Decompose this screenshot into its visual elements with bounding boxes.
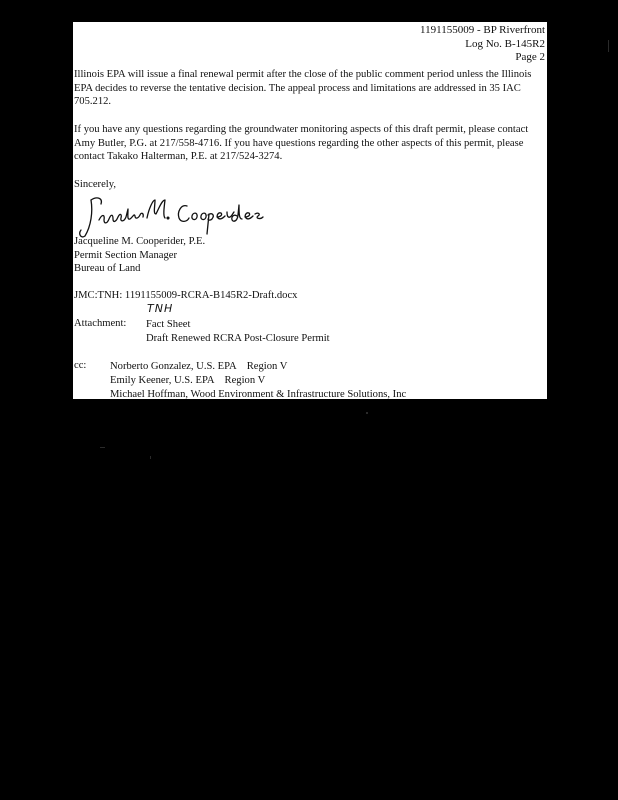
signer-bureau: Bureau of Land: [74, 263, 141, 274]
signer-title: Permit Section Manager: [74, 249, 177, 261]
handwritten-initials: TNH: [147, 302, 174, 315]
closing-salutation: Sincerely,: [74, 179, 116, 190]
paragraph-contacts: If you have any questions regarding the groundwater monitoring aspects of this draft permit, please contact Amy Butler, P.G. at 217/558-4716. If you have questions regarding the other aspects of this permit, please contact Takako Halterman, P.E. at 217/524-3274.: [74, 124, 529, 162]
cc-recipient-name: Michael Hoffman, Wood Environment & Infrastructure Solutions, Inc: [110, 388, 407, 399]
cc-recipient: [110, 388, 406, 399]
paragraph-permit-issuance: Illinois EPA will issue a final renewal permit after the close of the public comment period unless the Illinois EPA decides to reverse the tentative decision. The appeal process and limitations are addressed in 35 IAC 705.212.: [74, 69, 532, 107]
scan-artifact: [100, 447, 105, 448]
attachment-label: Attachment:: [74, 318, 127, 329]
attachment-list: [146, 318, 330, 345]
header-facility: 1191155009 - BP Riverfront: [420, 24, 545, 36]
cc-recipient-region: Region V: [246, 361, 288, 372]
handwritten-signature: [77, 192, 297, 240]
header-log-number: Log No. B-145R2: [465, 37, 545, 50]
scan-artifact: [150, 456, 151, 459]
cc-recipient-name: Norberto Gonzalez, U.S. EPA: [110, 361, 237, 372]
attachment-item: Draft Renewed RCRA Post-Closure Permit: [146, 332, 330, 344]
document-reference: JMC:TNH: 1191155009-RCRA-B145R2-Draft.docx: [74, 290, 298, 301]
attachment-item: Fact Sheet: [146, 319, 191, 330]
cc-label: cc:: [74, 360, 87, 371]
letter-header: [420, 24, 545, 65]
signer-name: Jacqueline M. Cooperider, P.E.: [74, 236, 206, 247]
cc-recipient: [110, 374, 406, 388]
cc-list: [110, 360, 406, 399]
cc-recipient-name: Emily Keener, U.S. EPA: [110, 374, 215, 386]
letter-page: [73, 22, 547, 399]
cc-recipient: [110, 360, 406, 374]
scan-artifact: [366, 412, 368, 414]
signer-block: [74, 235, 205, 276]
cc-recipient-region: Region V: [224, 374, 266, 386]
scan-artifact: [608, 40, 609, 52]
header-page-number: Page 2: [515, 51, 545, 63]
